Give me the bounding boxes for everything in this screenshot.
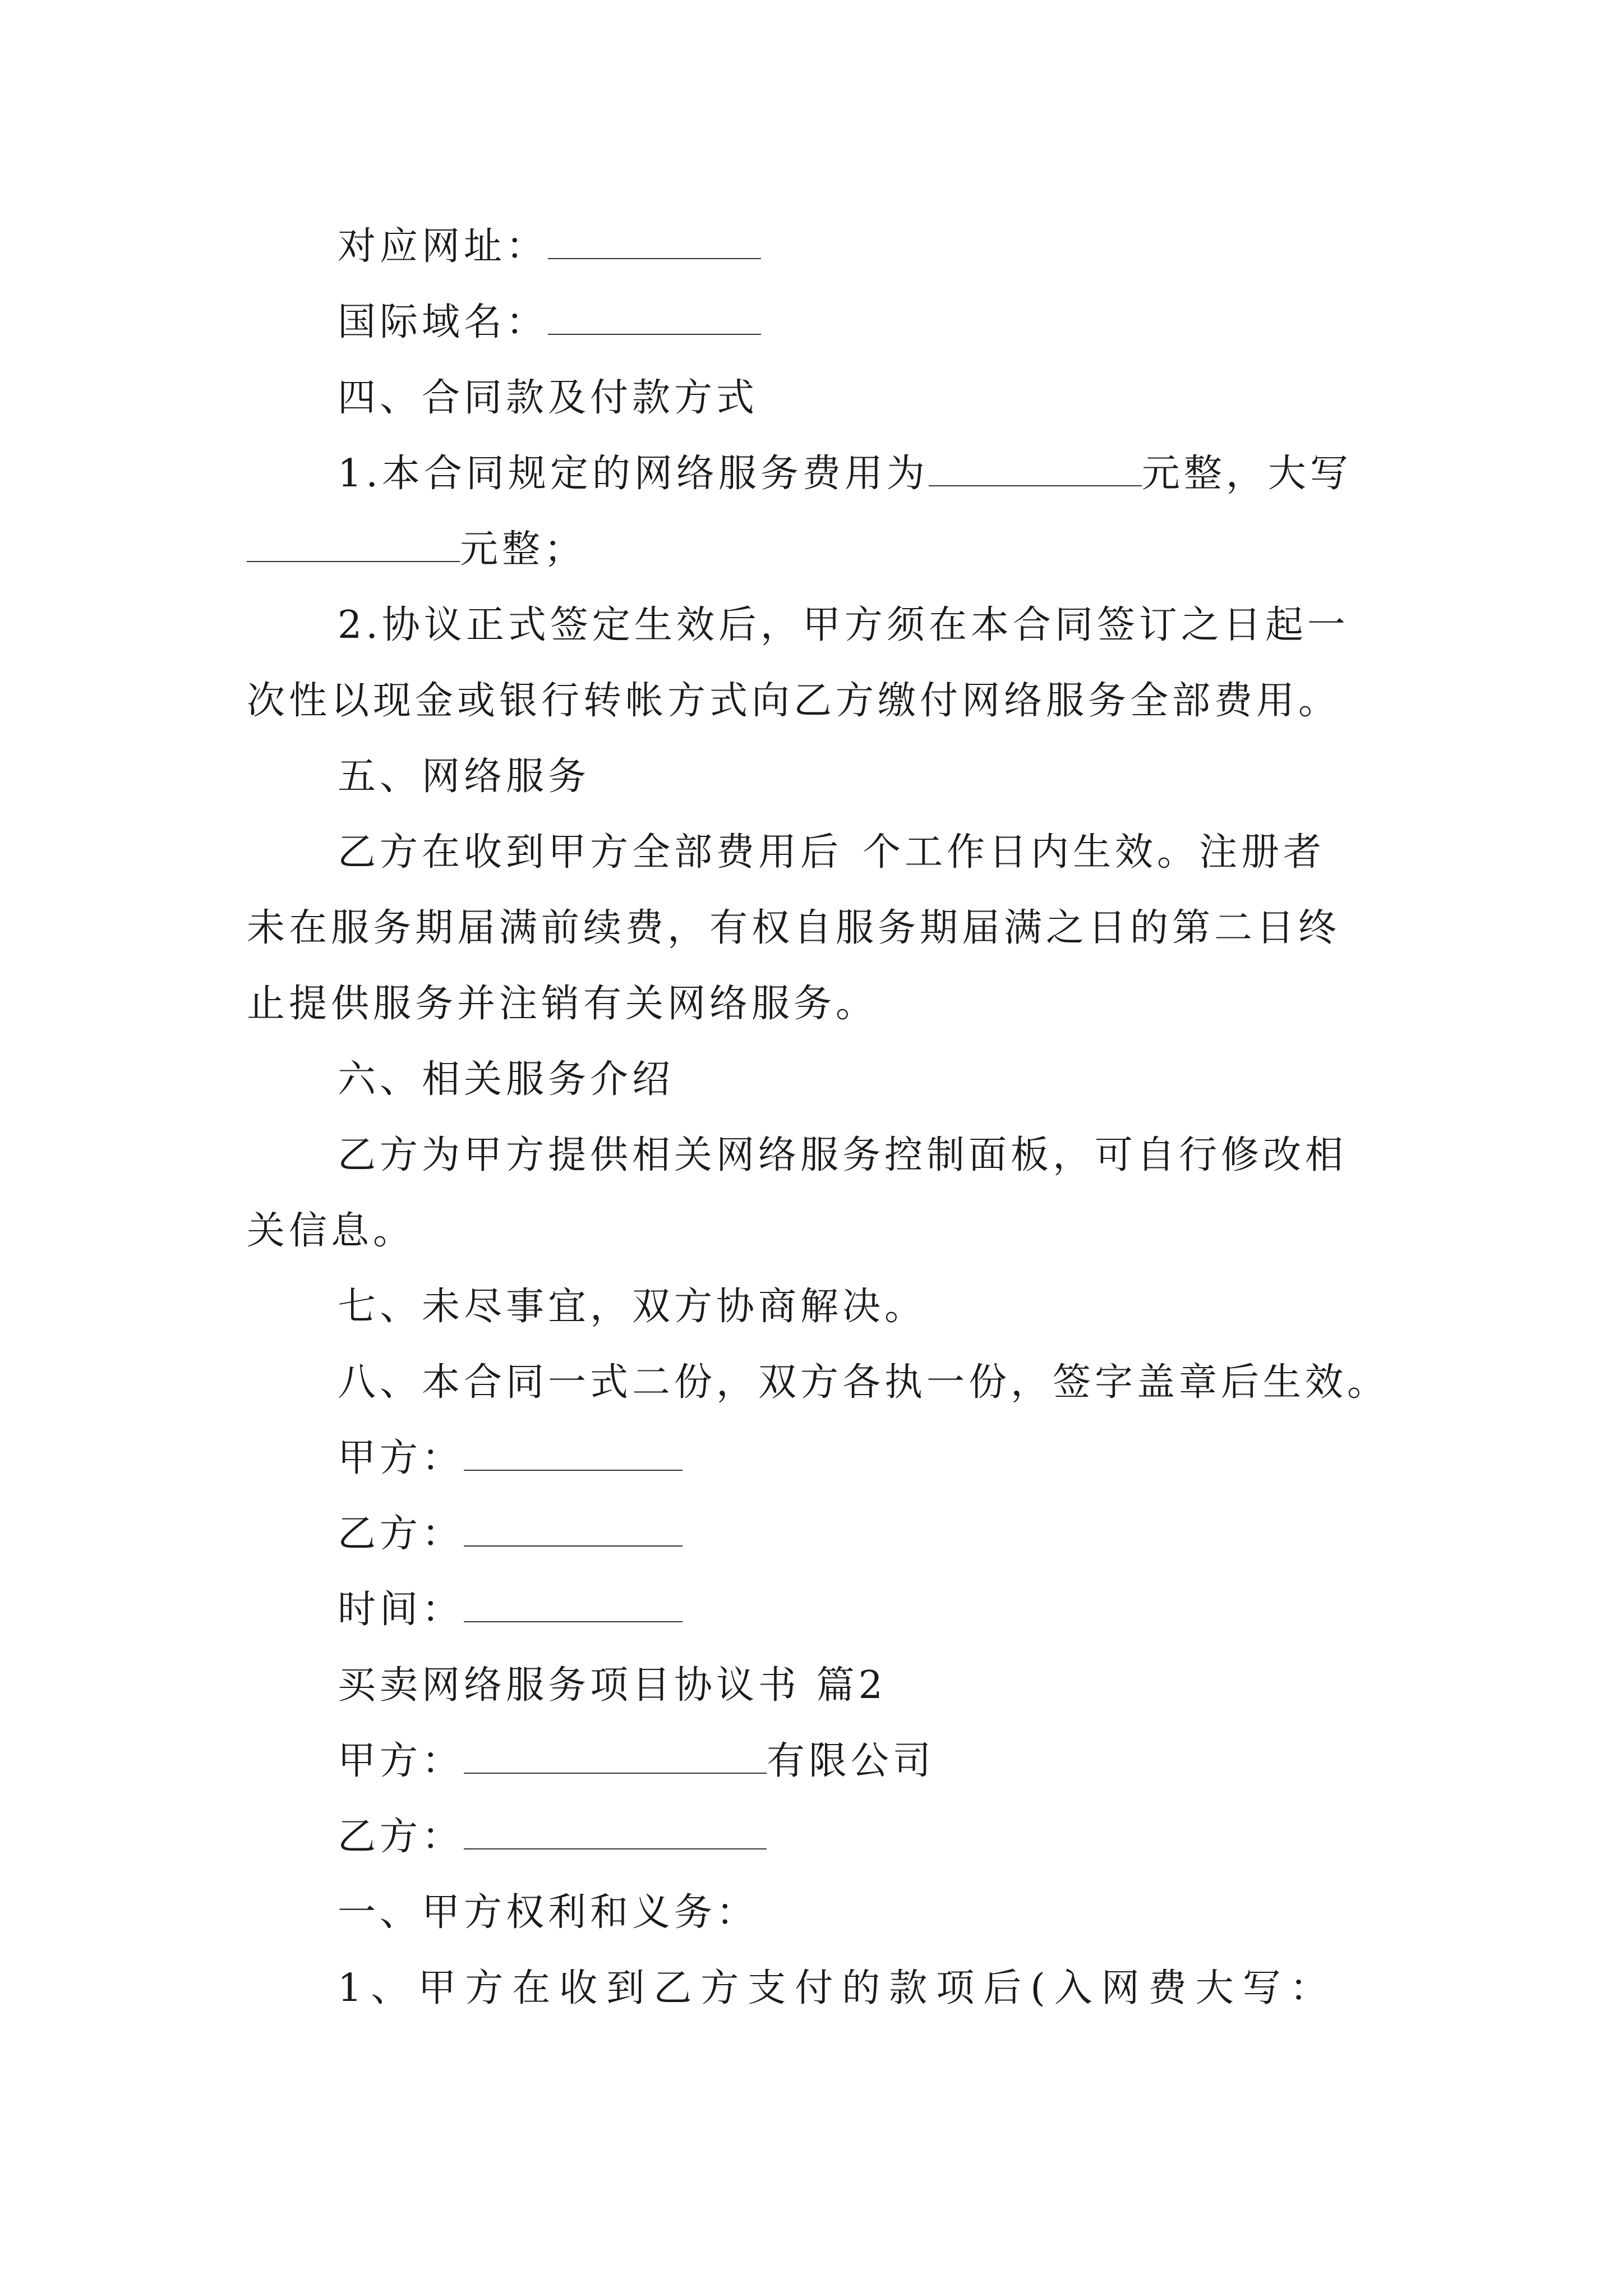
website-blank [548, 223, 761, 259]
clause-5-line2: 未在服务期届满前续费，有权自服务期届满之日的第二日终 [247, 906, 1341, 950]
clause-4-1-line1 [338, 449, 1352, 499]
party-a-signature [338, 1433, 683, 1484]
section-heading-4: 四、合同款及付款方式 [338, 376, 759, 420]
clause-6-line1: 乙方为甲方提供相关网络服务控制面板，可自行修改相 [338, 1133, 1348, 1177]
domain-blank [548, 299, 761, 335]
website-field [338, 222, 761, 272]
party-b-label: 乙方： [338, 1512, 464, 1556]
date-signature [338, 1585, 683, 1635]
date-label: 时间： [338, 1588, 464, 1632]
date-blank [464, 1586, 683, 1622]
section-heading-6: 六、相关服务介绍 [338, 1057, 675, 1102]
fee-text-after: 元整，大写 [1141, 452, 1352, 496]
clause-5-line3: 止提供服务并注销有关网络服务。 [247, 982, 878, 1026]
clause-4-2-line1: 2.协议正式签定生效后，甲方须在本合同签订之日起一 [338, 603, 1349, 647]
website-label: 对应网址： [338, 224, 548, 269]
party-b-signature [338, 1509, 683, 1559]
party-a-blank [464, 1435, 683, 1471]
service-text-after: 个工作日内生效。注册者 [863, 830, 1326, 875]
fee-text-before: 1.本合同规定的网络服务费用为 [338, 452, 929, 496]
clause-a-1-line1: 1、甲方在收到乙方支付的款项后(入网费大写： [338, 1966, 1337, 2010]
party-b-company-label: 乙方： [338, 1815, 464, 1859]
party-b-blank [464, 1511, 683, 1547]
section-heading-8: 八、本合同一式二份，双方各执一份，签字盖章后生效。 [338, 1360, 1390, 1405]
party-b-company [338, 1812, 767, 1862]
domain-field [338, 297, 761, 348]
clause-6-line2: 关信息。 [247, 1209, 416, 1253]
party-a-company-label: 甲方： [338, 1739, 464, 1783]
section-heading-5: 五、网络服务 [338, 754, 591, 799]
party-a-company [338, 1736, 935, 1787]
clause-4-1-line2 [247, 524, 586, 575]
domain-label: 国际域名： [338, 300, 548, 344]
fee-uppercase-blank [247, 526, 460, 562]
clause-4-2-line2: 次性以现金或银行转帐方式向乙方缴付网络服务全部费用。 [247, 679, 1341, 723]
service-text-before: 乙方在收到甲方全部费用后 [338, 830, 843, 875]
fee-uppercase-suffix: 元整； [460, 527, 587, 572]
section-heading-a-rights: 一、甲方权利和义务： [338, 1890, 759, 1935]
party-a-company-suffix: 有限公司 [767, 1739, 935, 1783]
section-heading-7: 七、未尽事宜，双方协商解决。 [338, 1285, 927, 1329]
fee-amount-blank [929, 450, 1142, 486]
clause-5-line1 [338, 827, 1325, 878]
party-a-company-blank [464, 1738, 767, 1774]
agreement-title-2: 买卖网络服务项目协议书 篇2 [338, 1663, 887, 1708]
party-b-company-blank [464, 1814, 767, 1849]
party-a-label: 甲方： [338, 1436, 464, 1480]
